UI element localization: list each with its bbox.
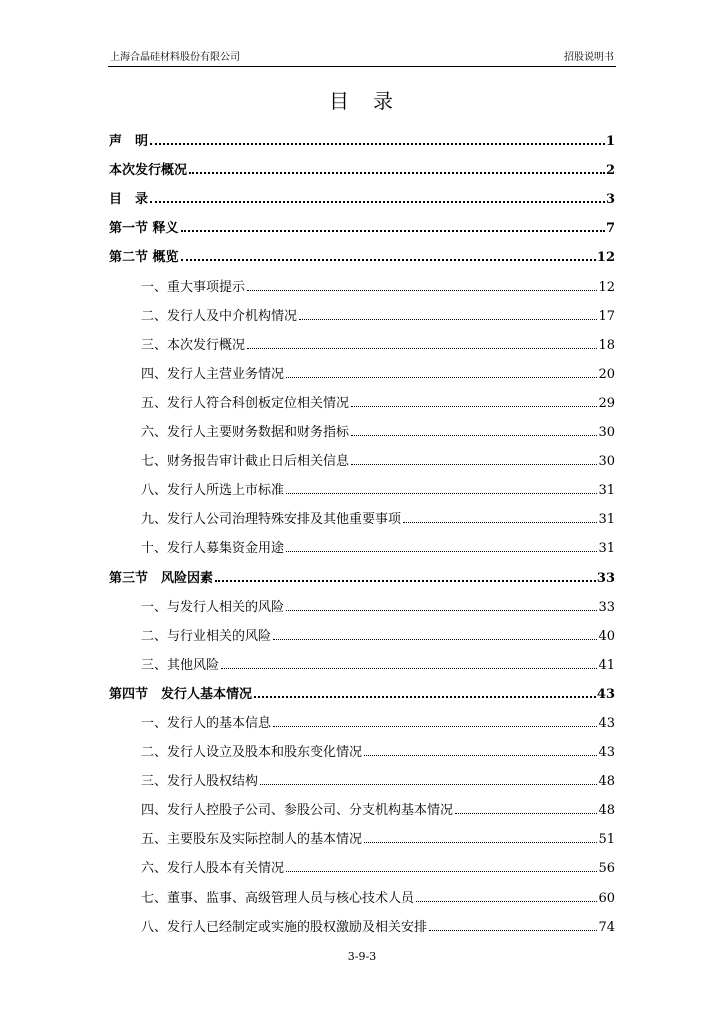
toc-dot-leader xyxy=(221,668,597,669)
toc-entry-label: 四、发行人控股子公司、参股公司、分支机构基本情况 xyxy=(141,803,454,819)
toc-entry-label: 第三节 风险因素 xyxy=(109,570,214,586)
toc-section-entry[interactable] xyxy=(109,328,615,357)
toc-entry-label: 第一节 释义 xyxy=(109,221,179,237)
toc-entry-label: 声 明 xyxy=(109,134,149,150)
toc-entry-label: 三、本次发行概况 xyxy=(141,337,246,353)
toc-dot-leader xyxy=(351,464,597,465)
toc-entry-label: 四、发行人主营业务情况 xyxy=(141,366,285,382)
toc-section-entry[interactable] xyxy=(109,706,615,735)
toc-section-entry[interactable] xyxy=(109,415,615,444)
toc-entry-label: 目 录 xyxy=(109,192,149,208)
toc-section-entry[interactable] xyxy=(109,735,615,764)
toc-entry-page-number: 33 xyxy=(598,599,615,615)
toc-dot-leader xyxy=(254,696,596,698)
toc-chapter-entry[interactable] xyxy=(109,124,615,153)
toc-dot-leader xyxy=(364,755,597,756)
toc-dot-leader xyxy=(286,871,597,872)
toc-chapter-entry[interactable] xyxy=(109,182,615,211)
toc-dot-leader xyxy=(286,551,597,552)
toc-section-entry[interactable] xyxy=(109,619,615,648)
toc-entry-page-number: 43 xyxy=(596,686,615,702)
toc-entry-page-number: 1 xyxy=(605,134,615,150)
toc-dot-leader xyxy=(150,201,605,203)
toc-entry-label: 八、发行人已经制定或实施的股权激励及相关安排 xyxy=(141,919,428,935)
toc-entry-label: 七、财务报告审计截止日后相关信息 xyxy=(141,454,350,470)
page-number: 3-9-3 xyxy=(347,950,377,963)
toc-chapter-entry[interactable] xyxy=(109,560,615,589)
toc-entry-label: 一、重大事项提示 xyxy=(141,279,246,295)
toc-entry-page-number: 31 xyxy=(598,541,615,557)
toc-section-entry[interactable] xyxy=(109,531,615,560)
toc-entry-label: 本次发行概况 xyxy=(109,163,188,179)
toc-entry-label: 三、其他风险 xyxy=(141,657,220,673)
toc-entry-label: 五、主要股东及实际控制人的基本情况 xyxy=(141,832,363,848)
header-document-type: 招股说明书 xyxy=(564,52,614,63)
toc-section-entry[interactable] xyxy=(109,648,615,677)
toc-entry-label: 三、发行人股权结构 xyxy=(141,774,259,790)
toc-dot-leader xyxy=(273,726,597,727)
toc-entry-label: 一、与发行人相关的风险 xyxy=(141,599,285,615)
toc-dot-leader xyxy=(351,406,597,407)
toc-dot-leader xyxy=(181,230,605,232)
toc-entry-label: 二、与行业相关的风险 xyxy=(141,628,272,644)
toc-entry-label: 第二节 概览 xyxy=(109,250,179,266)
toc-dot-leader xyxy=(416,901,597,902)
toc-entry-label: 二、发行人设立及股本和股东变化情况 xyxy=(141,745,363,761)
toc-entry-page-number: 2 xyxy=(605,163,615,179)
toc-chapter-entry[interactable] xyxy=(109,211,615,240)
toc-dot-leader xyxy=(181,259,596,261)
toc-section-entry[interactable] xyxy=(109,822,615,851)
toc-entry-page-number: 30 xyxy=(598,454,615,470)
toc-entry-page-number: 43 xyxy=(598,715,615,731)
toc-entry-page-number: 12 xyxy=(598,279,615,295)
toc-entry-page-number: 31 xyxy=(598,483,615,499)
toc-entry-label: 第四节 发行人基本情况 xyxy=(109,686,253,702)
toc-entry-page-number: 33 xyxy=(596,570,615,586)
toc-section-entry[interactable] xyxy=(109,793,615,822)
toc-entry-label: 六、发行人股本有关情况 xyxy=(141,861,285,877)
toc-entry-label: 七、董事、监事、高级管理人员与核心技术人员 xyxy=(141,890,415,906)
toc-dot-leader xyxy=(215,580,596,582)
toc-section-entry[interactable] xyxy=(109,764,615,793)
toc-entry-page-number: 74 xyxy=(598,919,615,935)
toc-section-entry[interactable] xyxy=(109,357,615,386)
toc-entry-page-number: 31 xyxy=(598,512,615,528)
toc-dot-leader xyxy=(351,435,597,436)
toc-section-entry[interactable] xyxy=(109,444,615,473)
toc-entry-page-number: 30 xyxy=(598,425,615,441)
toc-entry-page-number: 18 xyxy=(598,337,615,353)
toc-entry-label: 八、发行人所选上市标准 xyxy=(141,483,285,499)
toc-dot-leader xyxy=(403,522,597,523)
header-company-name: 上海合晶硅材料股份有限公司 xyxy=(110,52,240,63)
toc-entry-label: 九、发行人公司治理特殊安排及其他重要事项 xyxy=(141,512,402,528)
toc-entry-label: 六、发行人主要财务数据和财务指标 xyxy=(141,425,350,441)
toc-entry-page-number: 48 xyxy=(598,803,615,819)
page-header xyxy=(108,52,616,67)
toc-dot-leader xyxy=(299,319,597,320)
toc-dot-leader xyxy=(286,377,597,378)
toc-entry-page-number: 17 xyxy=(598,308,615,324)
toc-section-entry[interactable] xyxy=(109,910,615,939)
toc-entry-page-number: 7 xyxy=(605,221,615,237)
toc-entry-page-number: 48 xyxy=(598,774,615,790)
toc-chapter-entry[interactable] xyxy=(109,240,615,269)
table-of-contents xyxy=(109,124,615,939)
toc-title: 目 录 xyxy=(329,89,395,113)
toc-entry-label: 一、发行人的基本信息 xyxy=(141,715,272,731)
toc-dot-leader xyxy=(429,930,597,931)
toc-dot-leader xyxy=(364,842,597,843)
toc-entry-page-number: 51 xyxy=(598,832,615,848)
toc-entry-label: 五、发行人符合科创板定位相关情况 xyxy=(141,395,350,411)
toc-entry-page-number: 43 xyxy=(598,745,615,761)
toc-entry-page-number: 56 xyxy=(598,861,615,877)
toc-dot-leader xyxy=(455,813,597,814)
toc-entry-page-number: 3 xyxy=(605,192,615,208)
toc-entry-page-number: 60 xyxy=(598,890,615,906)
toc-section-entry[interactable] xyxy=(109,502,615,531)
toc-dot-leader xyxy=(189,172,605,174)
toc-entry-page-number: 29 xyxy=(598,395,615,411)
toc-chapter-entry[interactable] xyxy=(109,677,615,706)
toc-dot-leader xyxy=(286,493,597,494)
toc-dot-leader xyxy=(260,784,597,785)
toc-entry-page-number: 41 xyxy=(598,657,615,673)
toc-section-entry[interactable] xyxy=(109,386,615,415)
toc-dot-leader xyxy=(150,143,605,145)
toc-entry-page-number: 20 xyxy=(598,366,615,382)
toc-dot-leader xyxy=(247,348,597,349)
toc-entry-label: 二、发行人及中介机构情况 xyxy=(141,308,298,324)
toc-section-entry[interactable] xyxy=(109,851,615,880)
toc-section-entry[interactable] xyxy=(109,880,615,909)
toc-entry-page-number: 12 xyxy=(596,250,615,266)
toc-dot-leader xyxy=(286,610,597,611)
toc-section-entry[interactable] xyxy=(109,269,615,298)
toc-chapter-entry[interactable] xyxy=(109,153,615,182)
toc-section-entry[interactable] xyxy=(109,299,615,328)
toc-dot-leader xyxy=(247,290,597,291)
toc-section-entry[interactable] xyxy=(109,473,615,502)
toc-entry-label: 十、发行人募集资金用途 xyxy=(141,541,285,557)
toc-section-entry[interactable] xyxy=(109,590,615,619)
toc-dot-leader xyxy=(273,639,597,640)
toc-entry-page-number: 40 xyxy=(598,628,615,644)
